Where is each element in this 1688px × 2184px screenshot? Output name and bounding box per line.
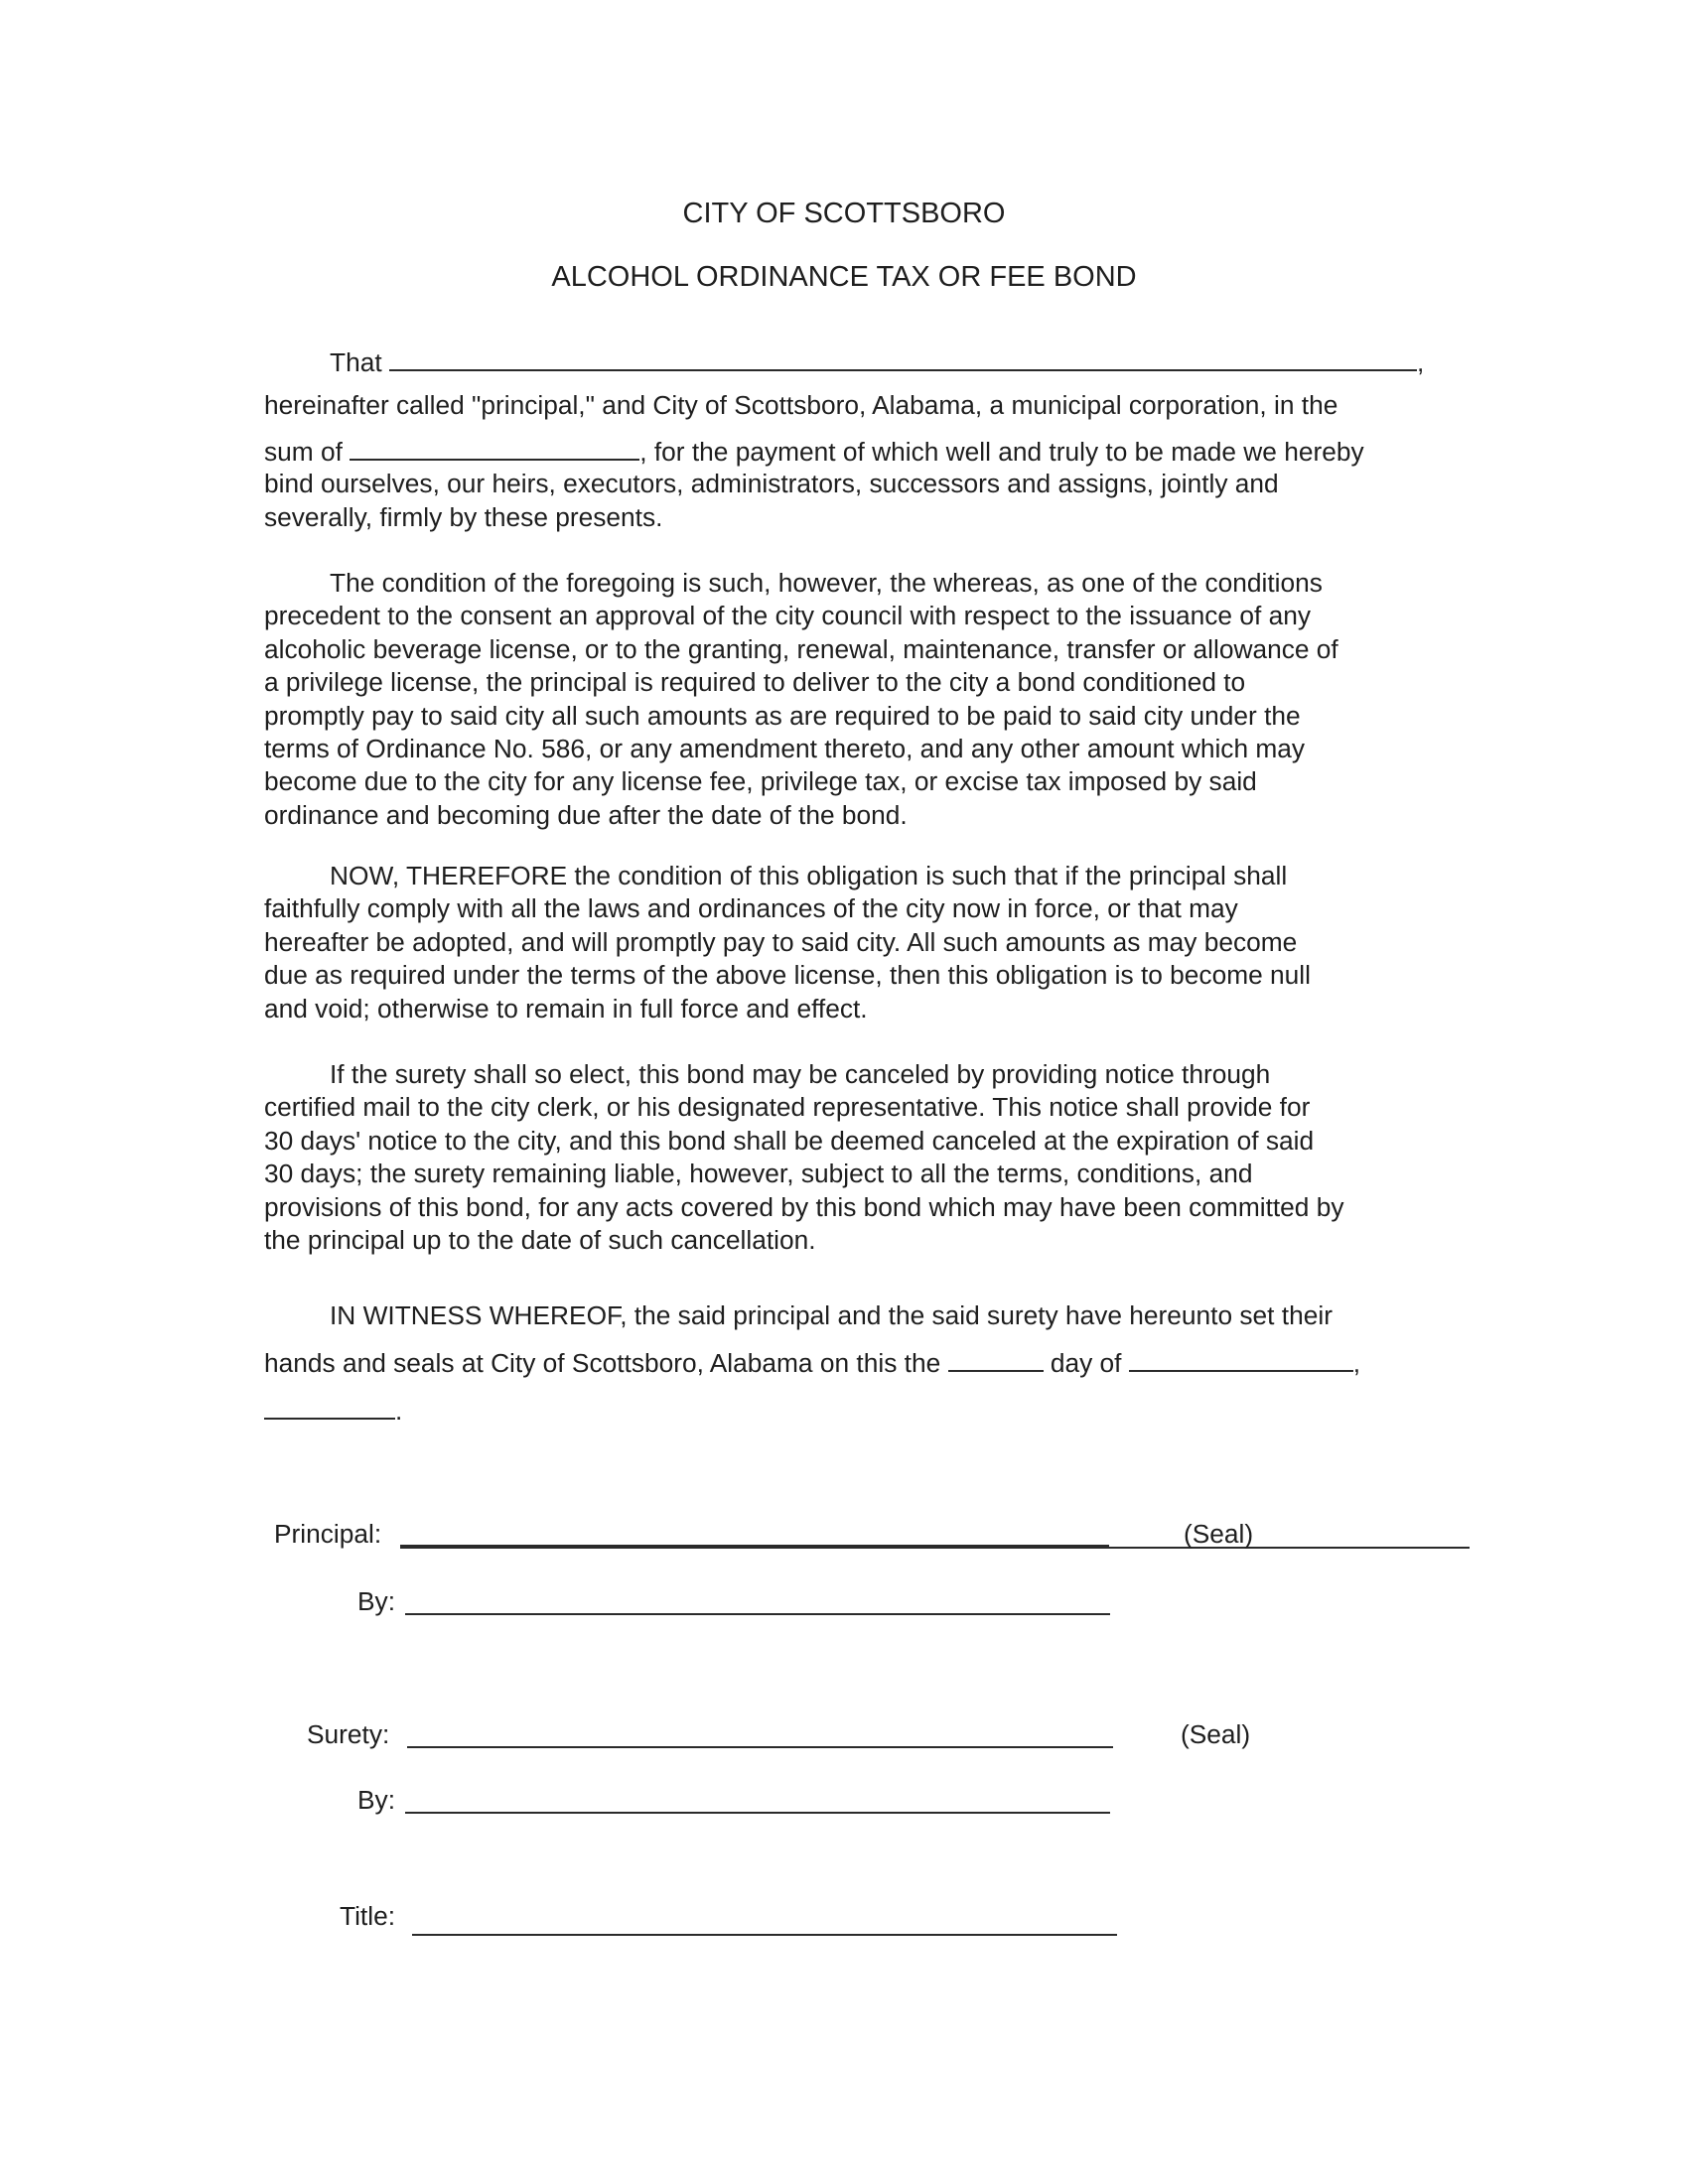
principal-by-signature-line[interactable] <box>405 1613 1110 1615</box>
comma: , <box>1352 1348 1361 1378</box>
paragraph-line: severally, firmly by these presents. <box>264 501 663 532</box>
principal-by-label: By: <box>357 1586 395 1616</box>
paragraph-line: precedent to the consent an approval of the city council with respect to the issuance of any <box>264 601 1311 631</box>
paragraph-line: If the surety shall so elect, this bond may be canceled by providing notice through <box>330 1059 1271 1089</box>
principal-seal-label: (Seal) <box>1184 1519 1254 1549</box>
principal-seal-line <box>1109 1547 1470 1549</box>
period: . <box>395 1396 403 1426</box>
paragraph-line: faithfully comply with all the laws and ordinances of the city now in force, or that may <box>264 893 1238 924</box>
day-of-label: day of <box>1050 1348 1122 1378</box>
surety-signature-line[interactable] <box>407 1746 1113 1748</box>
surety-by-signature-line[interactable] <box>405 1812 1110 1814</box>
paragraph-line: IN WITNESS WHEREOF, the said principal and the said surety have hereunto set their <box>330 1300 1333 1330</box>
paragraph-line: certified mail to the city clerk, or his designated representative. This notice shall provide for <box>264 1092 1311 1123</box>
paragraph-witness <box>264 1299 1485 1427</box>
principal-signature-line[interactable] <box>400 1545 1109 1549</box>
paragraph-line: NOW, THEREFORE the condition of this obligation is such that if the principal shall <box>330 861 1288 890</box>
paragraph-line: bind ourselves, our heirs, executors, administrators, successors and assigns, jointly and <box>264 469 1279 499</box>
paragraph-condition <box>264 567 1485 832</box>
paragraph-line: a privilege license, the principal is required to deliver to the city a bond conditioned to <box>264 667 1246 698</box>
paragraph-line: promptly pay to said city all such amounts as are required to be paid to said city under the <box>264 700 1301 731</box>
paragraph-line: terms of Ordinance No. 586, or any amendment thereto, and any other amount which may <box>264 733 1306 763</box>
sum-amount-field[interactable] <box>350 435 639 461</box>
paragraph-line: 30 days' notice to the city, and this bond shall be deemed canceled at the expiration of said <box>264 1125 1315 1156</box>
paragraph-line: , for the payment of which well and truly to be made we hereby <box>639 437 1364 467</box>
paragraph-line: hereinafter called "principal," and City of Scottsboro, Alabama, a municipal corporation, in the <box>264 390 1338 420</box>
day-field[interactable] <box>948 1346 1044 1372</box>
paragraph-parties <box>264 345 1485 534</box>
that-label: That <box>330 347 382 377</box>
paragraph-line: hands and seals at City of Scottsboro, Alabama on this the <box>264 1348 941 1378</box>
paragraph-now-therefore <box>264 860 1485 1025</box>
principal-name-field[interactable] <box>389 345 1417 371</box>
title-signature-line[interactable] <box>412 1934 1117 1936</box>
paragraph-line: due as required under the terms of the above license, then this obligation is to become null <box>264 960 1311 991</box>
surety-seal-label: (Seal) <box>1181 1719 1251 1749</box>
surety-label: Surety: <box>307 1719 390 1749</box>
year-field[interactable] <box>264 1394 395 1420</box>
month-field[interactable] <box>1129 1346 1353 1372</box>
surety-by-label: By: <box>357 1785 395 1815</box>
paragraph-line: ordinance and becoming due after the date of the bond. <box>264 799 908 830</box>
document-subtitle: ALCOHOL ORDINANCE TAX OR FEE BOND <box>551 261 1137 293</box>
paragraph-line: alcoholic beverage license, or to the granting, renewal, maintenance, transfer or allowance of <box>264 633 1338 664</box>
paragraph-line: become due to the city for any license fee, privilege tax, or excise tax imposed by said <box>264 766 1257 797</box>
paragraph-line: The condition of the foregoing is such, however, the whereas, as one of the conditions <box>330 568 1323 598</box>
paragraph-line: 30 days; the surety remaining liable, however, subject to all the terms, conditions, and <box>264 1159 1253 1189</box>
paragraph-line: hereafter be adopted, and will promptly pay to said city. All such amounts as may become <box>264 926 1298 957</box>
principal-label: Principal: <box>274 1519 382 1549</box>
comma: , <box>1416 347 1425 377</box>
paragraph-line: the principal up to the date of such cancellation. <box>264 1224 816 1255</box>
paragraph-line: provisions of this bond, for any acts covered by this bond which may have been committed by <box>264 1191 1344 1222</box>
paragraph-cancellation <box>264 1058 1485 1257</box>
title-label: Title: <box>340 1901 396 1931</box>
paragraph-line: and void; otherwise to remain in full force and effect. <box>264 993 868 1024</box>
sum-label: sum of <box>264 437 343 467</box>
document-title: CITY OF SCOTTSBORO <box>682 198 1006 229</box>
